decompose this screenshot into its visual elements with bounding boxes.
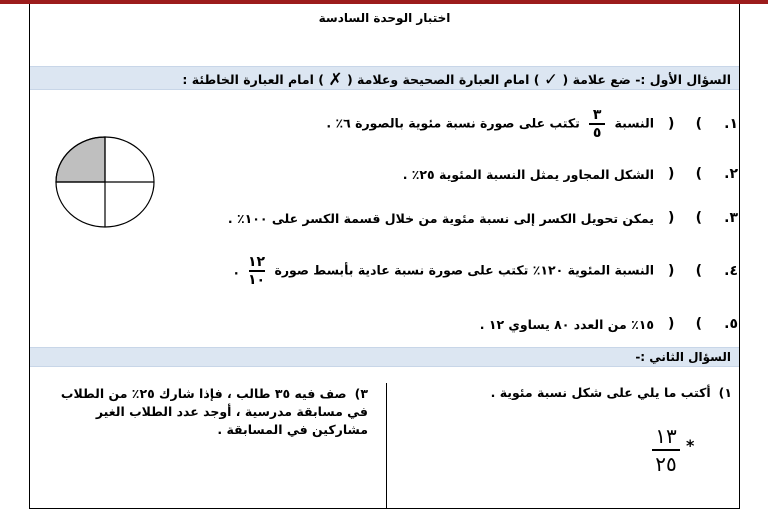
section2-fraction [647, 426, 685, 474]
top-border [0, 0, 768, 4]
question-number: ٥. [724, 316, 738, 332]
page-frame-right [739, 4, 740, 509]
fraction [652, 426, 680, 474]
text-after: . [233, 262, 239, 278]
fraction-numerator: ١٢ [248, 254, 266, 270]
section2-header [30, 347, 739, 367]
question-1 [326, 108, 738, 140]
fraction-denominator: ١٠ [248, 271, 266, 288]
fraction-bar [652, 449, 680, 451]
check-mark-icon: ✓ [543, 70, 559, 90]
fraction-denominator: ٢٥ [655, 452, 677, 476]
question-text [326, 108, 662, 140]
section1-header [30, 66, 739, 90]
question-text: صف فيه ٣٥ طالب ، فإذا شارك ٢٥٪ من الطلاب في مسابقة مدرسية ، أوجد عدد الطلاب الغير مشاركين في المسابقة . [60, 386, 368, 437]
answer-box[interactable]: ) ( [668, 166, 702, 182]
fraction [589, 108, 605, 140]
section2-question-1 [491, 385, 732, 400]
heading-part-3: ) امام العبارة الخاطئة : [182, 72, 324, 87]
heading-part-1: السؤال الأول :- ضع علامة ( [562, 72, 731, 87]
text-before: النسبة المئوية ١٢٠٪ تكتب على صورة نسبة عادية بأبسط صورة [274, 262, 654, 278]
section1-heading [182, 70, 731, 90]
circle-quarter-figure [54, 135, 158, 231]
question-number: ٢. [724, 166, 738, 182]
page-title: اختبار الوحدة السادسة [318, 11, 451, 25]
text-after: تكتب على صورة نسبة مئوية بالصورة ٦٪ . [326, 115, 580, 131]
section2-heading: السؤال الثاني :- [635, 350, 731, 364]
bullet-star: * [686, 436, 695, 455]
fraction-numerator: ٣ [592, 107, 602, 123]
question-number: ١) [718, 385, 732, 400]
question-text [234, 255, 662, 287]
question-4 [234, 255, 738, 287]
question-number: ١. [724, 115, 738, 132]
question-number: ٤. [724, 262, 738, 279]
question-2 [403, 166, 738, 182]
fraction-denominator: ٥ [592, 124, 602, 141]
answer-box[interactable]: ) ( [668, 210, 702, 226]
question-number: ٣) [354, 386, 368, 401]
text-before: النسبة [614, 115, 654, 131]
answer-box[interactable]: ) ( [668, 262, 702, 279]
section2-question-3 [38, 385, 368, 439]
question-number: ٣. [724, 210, 738, 226]
heading-part-2: ) امام العبارة الصحيحة وعلامة ( [346, 72, 540, 87]
shaded-quarter [56, 137, 105, 182]
question-3 [228, 210, 738, 226]
question-text: الشكل المجاور يمثل النسبة المئوية ٢٥٪ . [402, 166, 654, 182]
question-text: أكتب ما يلي على شكل نسبة مئوية . [490, 385, 711, 400]
x-mark-icon: ✗ [328, 70, 343, 90]
fraction [248, 255, 265, 287]
answer-box[interactable]: ) ( [668, 115, 702, 132]
fraction-numerator: ١٣ [655, 424, 677, 448]
column-divider [386, 383, 387, 509]
question-5 [480, 316, 738, 332]
answer-box[interactable]: ) ( [668, 316, 702, 332]
question-text: ١٥٪ من العدد ٨٠ يساوي ١٢ . [479, 316, 654, 332]
question-text: يمكن تحويل الكسر إلى نسبة مئوية من خلال قسمة الكسر على ١٠٠٪ . [227, 210, 654, 226]
